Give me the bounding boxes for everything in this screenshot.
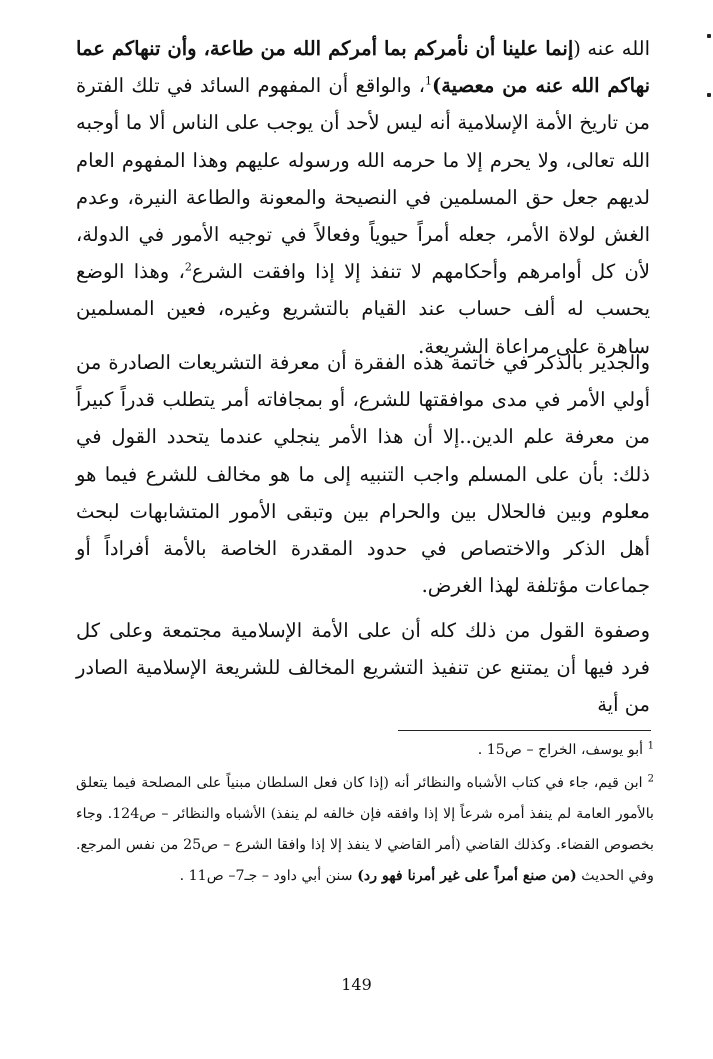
footnote-text-end: سنن أبي داود – جـ7– ص11 .	[179, 868, 358, 884]
bold-quote: إنما علينا أن نأمركم بما أمركم الله من طاعة، وأن تنهاكم عما نهاكم الله عنه من معصية)	[76, 37, 650, 98]
body-paragraph-2: والجدير بالذكر في خاتمة هذه الفقرة أن معرفة التشريعات الصادرة من أولي الأمر في مدى موافقتها للشرع، أو بمجافاته أمر يتطلب قدراً كبيراً من معرفة علم الدين..إلا أن هذا الأمر ينجلي عندما يتحدد القول في ذلك: بأن على المسلم واجب التنبيه إلى ما هو مخالف للشرع فيما هو معلوم وبين فالحلال بين والحرام بين وتبقى الأمور المتشابهات لبحث أهل الذكر والاختصاص في حدود المقدرة الخاصة بالأمة أفراداً أو جماعات مؤتلفة لهذا الغرض.	[76, 351, 650, 598]
body-paragraph-1	[76, 30, 650, 365]
footnote-divider	[398, 730, 651, 731]
footnote-1	[76, 735, 654, 766]
paragraph-1-text-a: ، والواقع أن المفهوم السائد في تلك الفترة من تاريخ الأمة الإسلامية أنه ليس لأحد أن يوجب على الناس ألا ما أوجبه الله تعالى، ولا يحرم إلا ما حرمه الله ورسوله عليهم وهذا المفهوم العام لديهم جعل حق المسلمين في النصيحة والمعونة والطاعة النيرة، وعدم الغش لولاة الأمر، جعله أمراً حيوياً وفعالاً في توجيه الأمور في الدولة، لأن كل أوامرهم وأحكامهم لا تنفذ إلا إذا وافقت الشرع	[76, 74, 650, 284]
hadith-quote: (من صنع أمراً على غير أمرنا فهو رد)	[357, 868, 577, 884]
footnote-number: 2	[647, 773, 654, 785]
footnote-text: ابن قيم، جاء في كتاب الأشباه والنظائر أنه (إذا كان فعل السلطان مبنياً على المصلحة فيما يتعلق بالأمور العامة لم ينفذ أمره شرعاً إلا إذا وافقه فإن خالفه لم ينفذ) الأشباه والنظائر – ص124. وجاء بخصوص القضاء. وكذلك القاضي (أمر القاضي لا ينفذ إلا إذا وافقا الشرع – ص25 من نفس المرجع. وفي الحديث	[76, 775, 654, 884]
footnote-reference-2[interactable]: 2	[184, 260, 192, 274]
footnote-text: أبو يوسف، الخراج – ص15 .	[477, 742, 644, 758]
body-paragraph-3: وصفوة القول من ذلك كله أن على الأمة الإسلامية مجتمعة وعلى كل فرد فيها أن يمتنع عن تنفيذ التشريع المخالف للشريعة الإسلامية الصادر من أية	[76, 619, 650, 717]
paragraph-1-text-b: ، وهذا الوضع يحسب له ألف حساب عند القيام بالتشريع وغيره، فعين المسلمين ساهرة على مراعاة الشريعة.	[76, 260, 650, 358]
footnote-2	[76, 768, 654, 892]
footnote-reference-1[interactable]: 1	[425, 74, 432, 88]
footnote-number: 1	[647, 740, 654, 752]
margin-mark	[707, 93, 711, 97]
margin-mark	[707, 34, 711, 38]
paragraph-1-intro: الله عنه (	[573, 37, 651, 60]
page-number: 149	[341, 975, 372, 994]
